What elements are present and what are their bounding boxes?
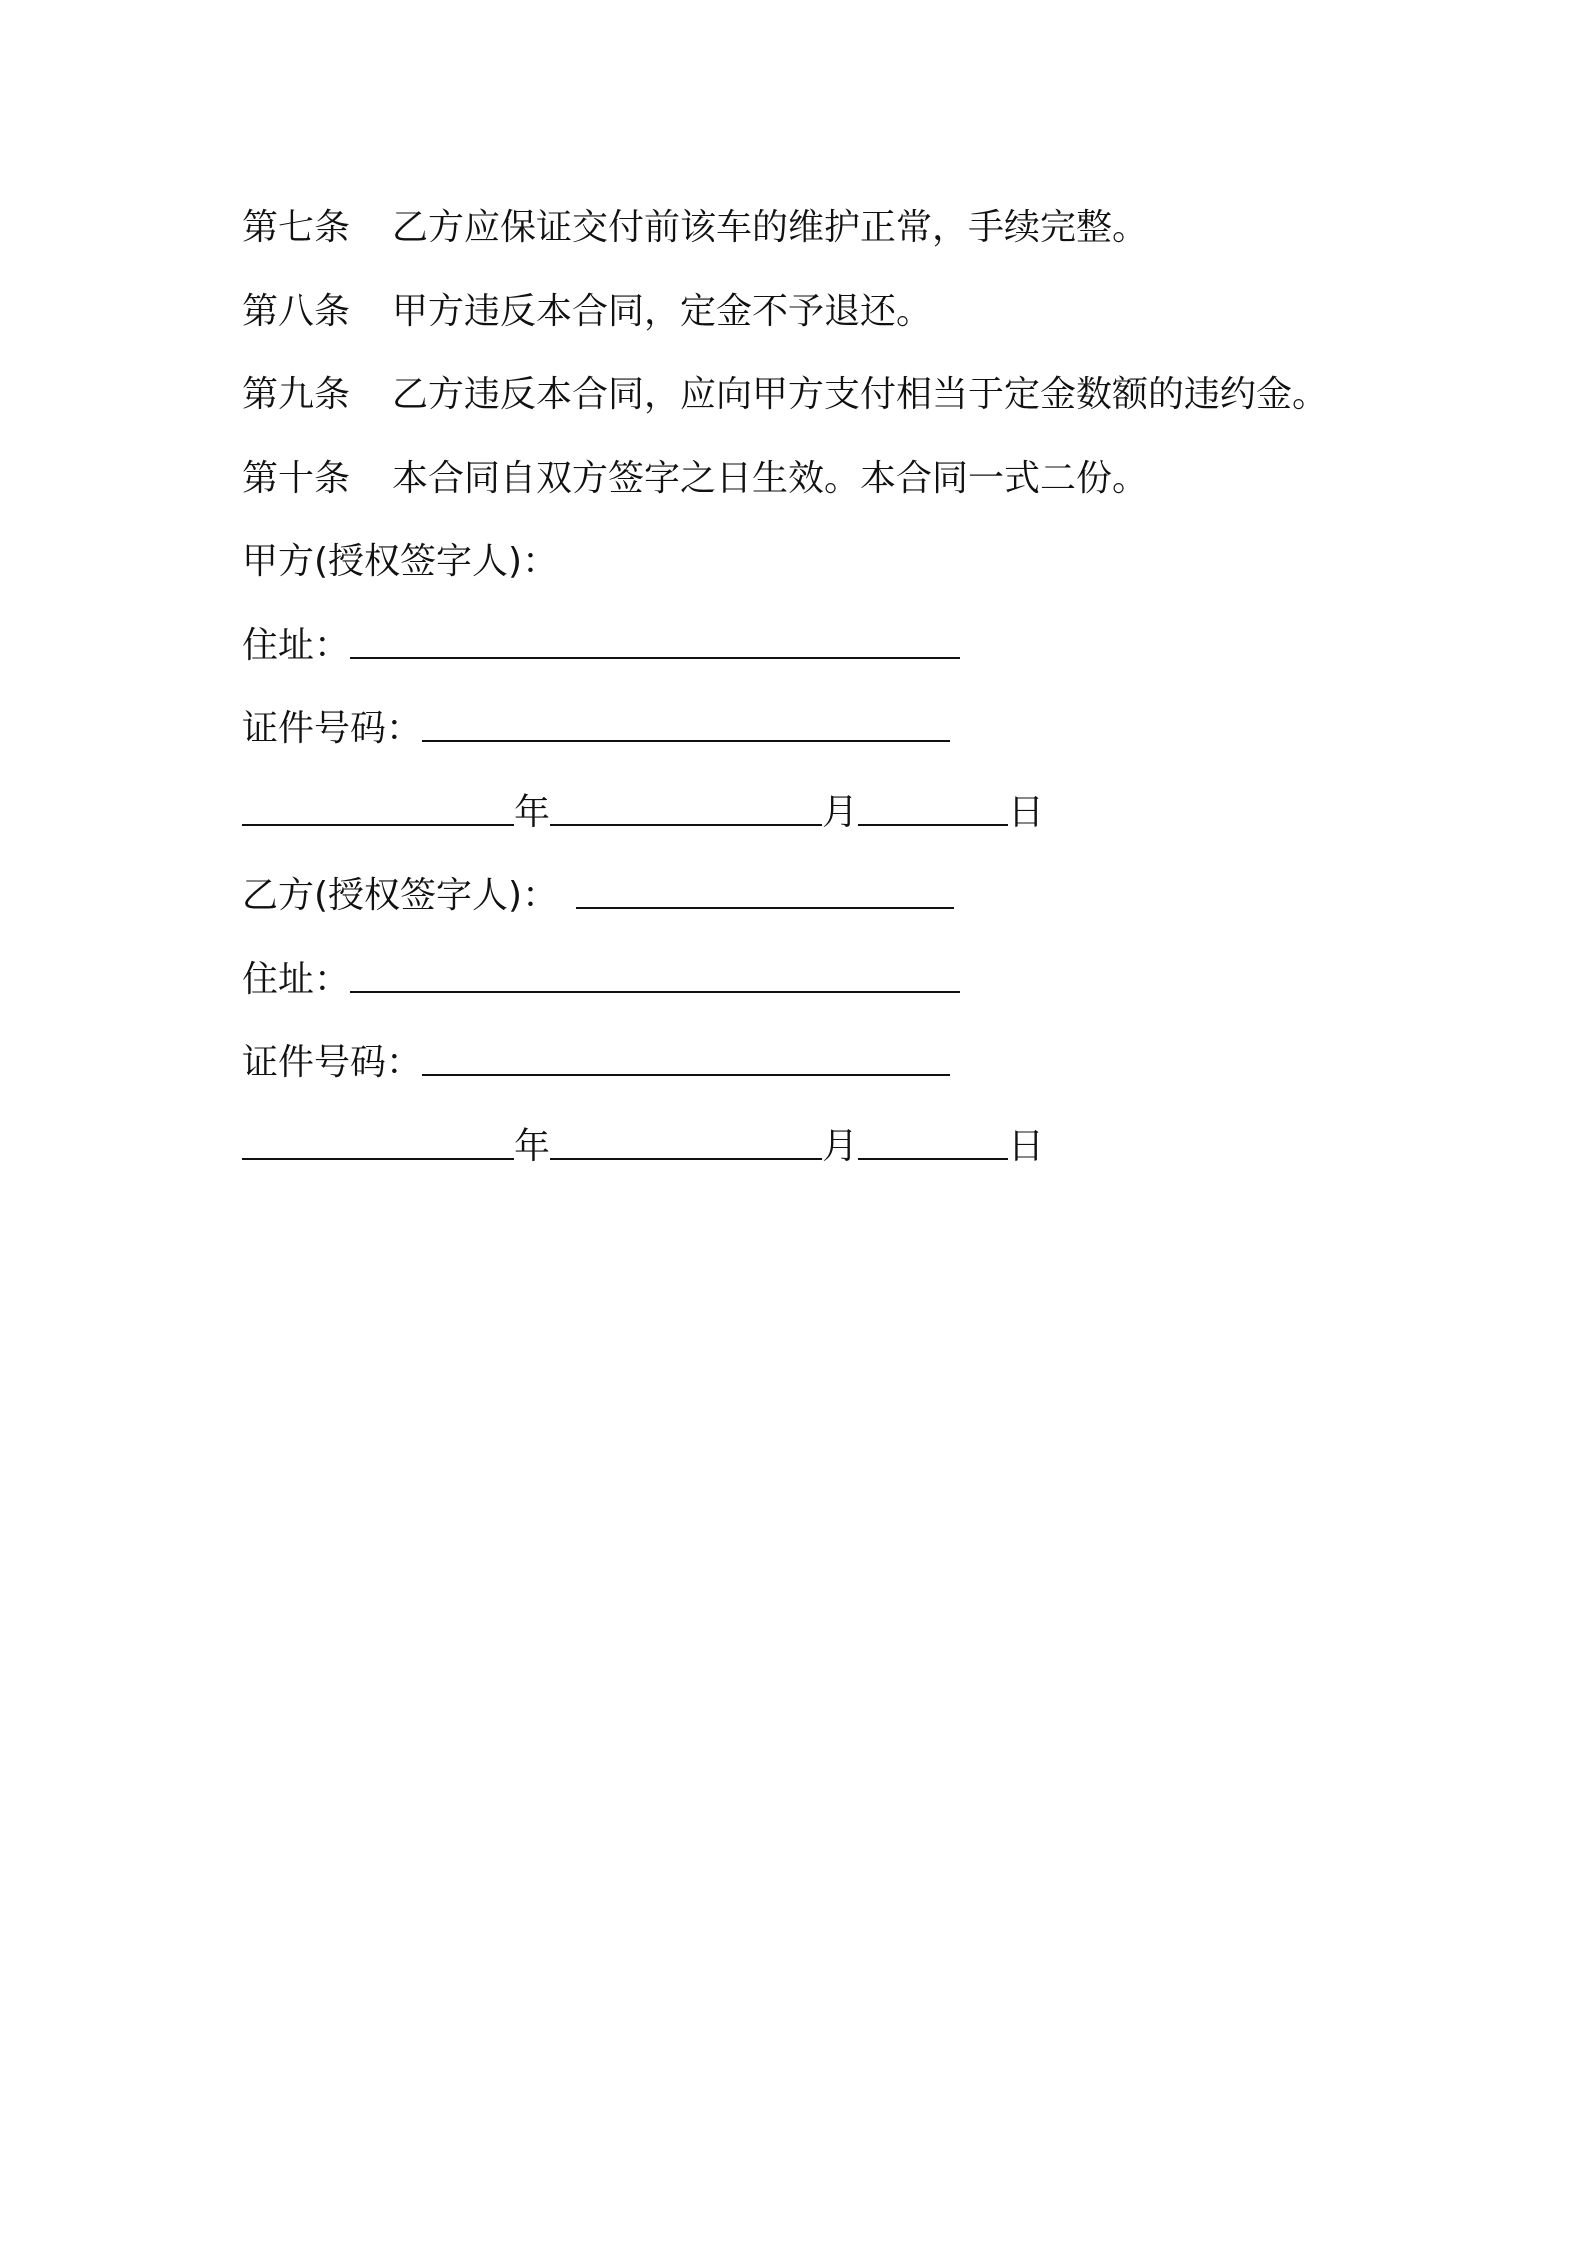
party-b-date	[242, 1117, 1422, 1201]
address-label: 住址：	[242, 624, 351, 666]
month-blank[interactable]	[550, 1118, 822, 1160]
year-blank[interactable]	[242, 784, 514, 826]
party-b-signatory	[242, 866, 1422, 950]
day-blank[interactable]	[858, 1118, 1008, 1160]
document-content	[242, 198, 1422, 1200]
clause-text: 乙方违反本合同，应向甲方支付相当于定金数额的违约金。	[392, 374, 1329, 415]
month-label: 月	[822, 791, 859, 833]
party-a-signatory	[242, 532, 1422, 616]
year-blank[interactable]	[242, 1118, 514, 1160]
clause-9	[242, 365, 1422, 449]
party-b-signature-blank[interactable]	[576, 867, 954, 909]
month-blank[interactable]	[550, 784, 822, 826]
clause-number: 第十条	[242, 457, 351, 499]
id-number-label: 证件号码：	[242, 1042, 423, 1083]
clause-number: 第八条	[242, 290, 351, 332]
id-number-blank[interactable]	[422, 1034, 950, 1076]
id-number-label: 证件号码：	[242, 708, 423, 749]
address-blank[interactable]	[350, 617, 960, 659]
clause-text: 甲方违反本合同，定金不予退还。	[392, 290, 933, 332]
clause-7	[242, 198, 1422, 282]
party-b-address	[242, 950, 1422, 1034]
year-label: 年	[514, 791, 551, 833]
clause-number: 第九条	[242, 374, 351, 415]
party-a-id-number	[242, 699, 1422, 783]
party-a-date	[242, 783, 1422, 867]
clause-10	[242, 449, 1422, 533]
party-a-address	[242, 616, 1422, 700]
day-label: 日	[1008, 1125, 1045, 1167]
month-label: 月	[822, 1125, 859, 1167]
clause-8	[242, 282, 1422, 366]
address-blank[interactable]	[350, 951, 960, 993]
clause-number: 第七条	[242, 207, 351, 248]
party-a-label: 甲方(授权签字人)：	[242, 541, 559, 582]
address-label: 住址：	[242, 958, 351, 1000]
day-blank[interactable]	[858, 784, 1008, 826]
party-b-label: 乙方(授权签字人)：	[242, 875, 559, 916]
year-label: 年	[514, 1125, 551, 1167]
day-label: 日	[1008, 791, 1045, 833]
id-number-blank[interactable]	[422, 700, 950, 742]
clause-text: 乙方应保证交付前该车的维护正常，手续完整。	[392, 207, 1149, 248]
clause-text: 本合同自双方签字之日生效。本合同一式二份。	[392, 457, 1149, 499]
party-b-id-number	[242, 1033, 1422, 1117]
